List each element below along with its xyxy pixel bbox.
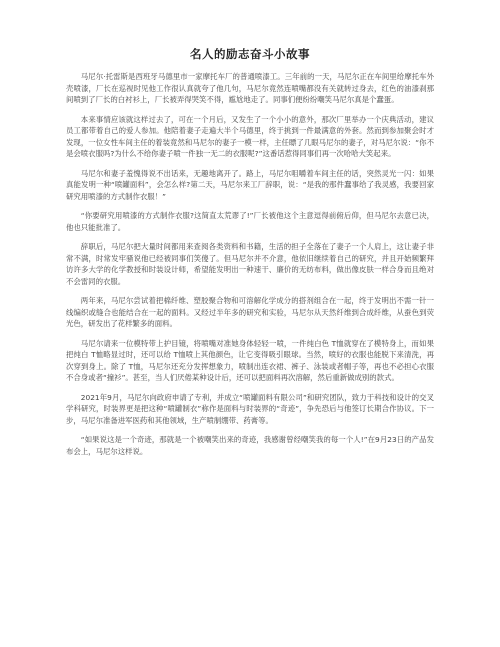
paragraph-7: 马尼尔请来一位模特带上护目镜，将喷嘴对准她身体轻轻一喷，一件纯白色 T恤就穿在了模特身上，而如果把纯白 T恤略显过时，还可以给 T恤喷上其他颜色，让它变得吸引眼球。当然，喷好的衣服也能脱下来清洗，再次穿到身上。除了 T恤，马尼尔还充分发挥想象力，喷制出连衣裙、裤子、泳装或者帽子等，再也不必担心衣服不合身或者“撞衫”。甚至，当人们厌倦某种设计后，还可以把面料再次溶解，然后重新做成别的款式。: [66, 338, 434, 382]
document-title: 名人的励志奋斗小故事: [190, 47, 310, 61]
paragraph-3: 马尼尔和妻子羞愧得说不出话来，无趣地离开了。路上，马尼尔咀嚼着车间主任的话，突然灵光一闪：如果真能发明一种“喷罐面料”，会怎么样?第二天，马尼尔来工厂辞职，说：“是我的那件蠢事给了我灵感，我要回家研究用喷漆的方式制作衣服！”: [66, 168, 434, 201]
paragraph-5: 辞职后，马尼尔把大量时间都用来查阅各类资料和书籍，生活的担子全落在了妻子一个人肩上，这让妻子非常不满，时常发牢骚说他已经被同事们笑傻了。但马尼尔并不介意，他依旧继续着自己的研究，并且开始频繁拜访许多大学的化学教授和时装设计师，希望能发明出一种速干、廉价的无纺布料，做出像皮肤一样合身而且绝对不会雷同的衣服。: [66, 242, 434, 286]
paragraph-4: “你要研究用喷漆的方式制作衣服?这简直太荒谬了!”厂长被他这个主意逗得前俯后仰，但马尼尔去意已决，他也只能批准了。: [66, 211, 434, 232]
paragraph-1: 马尼尔·托雷斯是西班牙马德里市一家摩托车厂的普通喷漆工。三年前的一天，马尼尔正在车间里给摩托车外壳喷漆，厂长在巡视时见他工作很认真就夸了他几句，马尼尔竟然连喷嘴都没有关就转过身去，红色的油漆刹那间喷到了厂长的白衬衫上，厂长被弄得哭笑不得，尴尬地走了。同事们便纷纷嘲笑马尼尔真是个蠢蛋。: [66, 72, 434, 104]
paragraph-8: 2021年9月，马尼尔向政府申请了专利，并成立“喷罐面料有限公司”和研究团队，致力于科技和设计的交叉学科研究，时装界更是把这种“喷罐制衣”称作是面料与时装界的“奇迹”，争先恐后与他签订长期合作协议。下一步，马尼尔准备进军医药和其他领域，生产喷制绷带、药膏等。: [66, 392, 434, 425]
paragraph-2: 本来事情应该就这样过去了，可在一个月后，又发生了一个小小的意外，那次厂里举办一个庆典活动，建议员工都带着自己的爱人参加。他陪着妻子走遍大半个马德里，终于挑到一件最满意的外套。然而到参加聚会时才发现，一位女性车间主任的着装竟然和马尼尔的妻子一模一样，主任瞟了几眼马尼尔的妻子，对马尼尔说：“你不是会喷衣服吗?为什么不给你妻子喷一件独一无二的衣服呢?”这番话惹得同事们再一次哈哈大笑起来。: [66, 114, 434, 158]
paragraph-9: “如果说这是一个奇迹，那就是一个被嘲笑出来的奇迹，我感谢曾经嘲笑我的每一个人!”在9月23日的产品发布会上，马尼尔这样说。: [66, 435, 434, 456]
paragraph-6: 两年来，马尼尔尝试着把棉纤维、塑胶聚合物和可溶解化学成分的搭剂组合在一起，终于发明出不需一针一线编织或缝合也能结合在一起的面料。又经过半年多的研究和实验，马尼尔从天然纤维到合成纤维，从蚕色到荧光色，研发出了花样繁多的面料。: [66, 296, 434, 328]
